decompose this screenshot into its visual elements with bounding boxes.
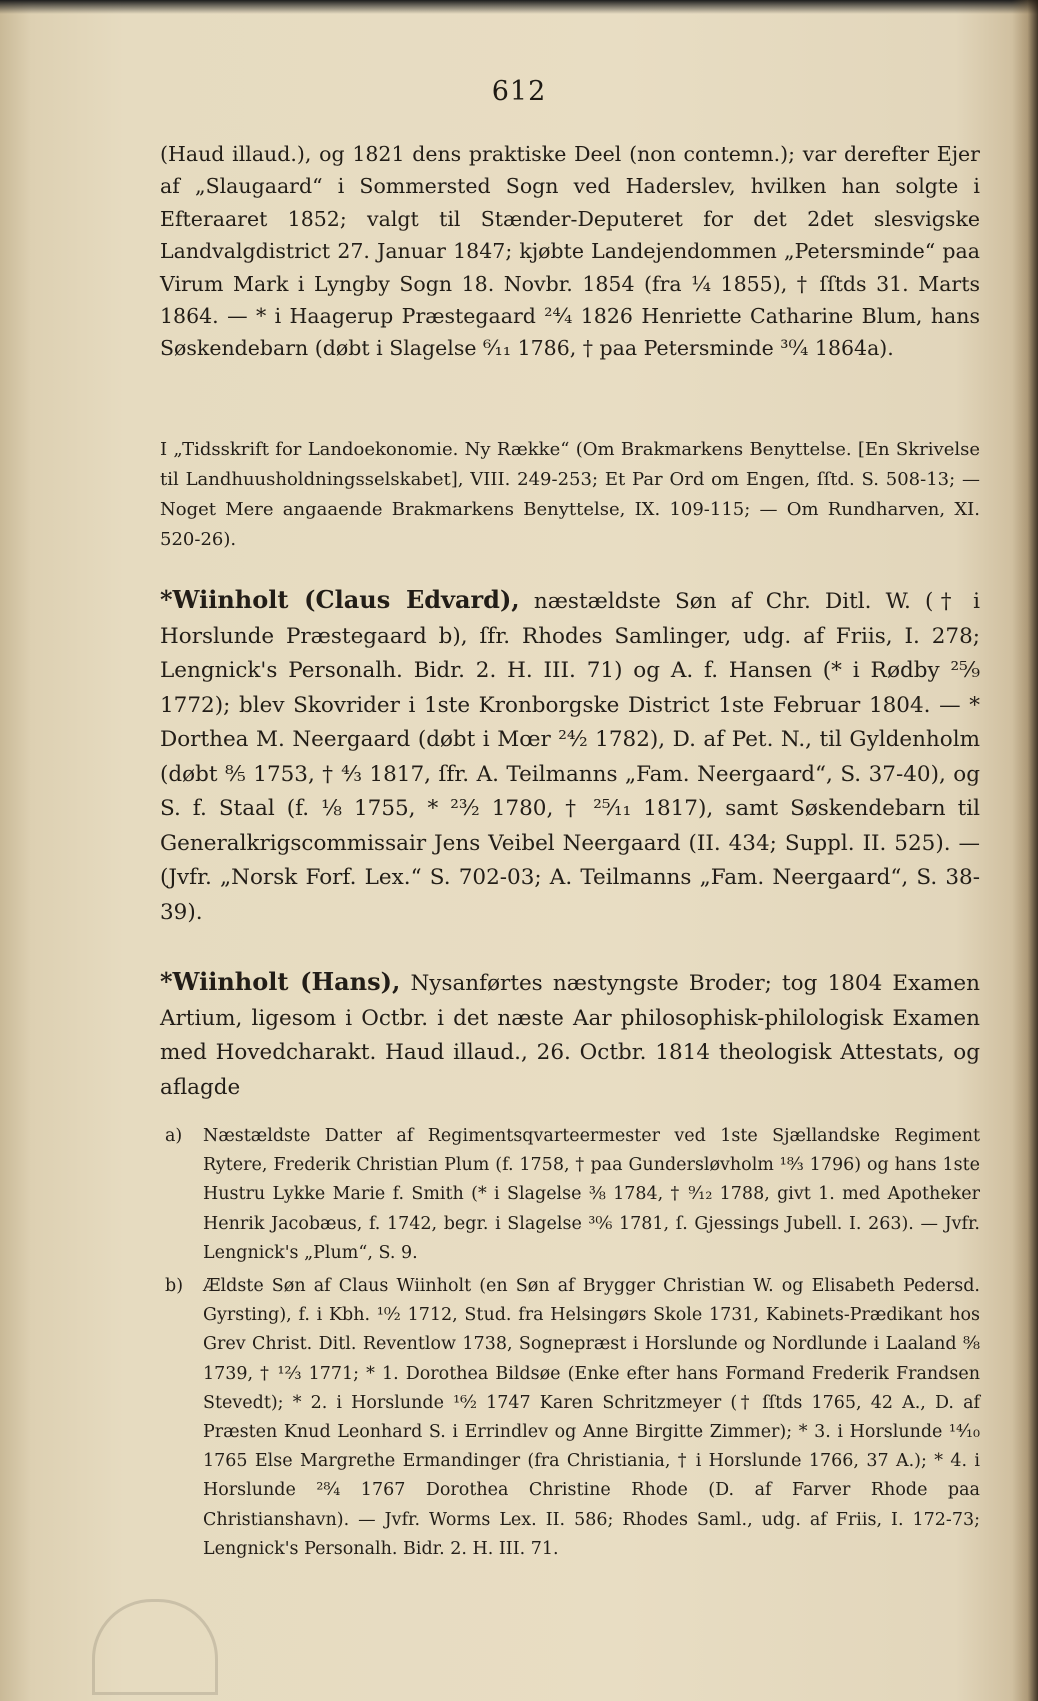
top-shadow	[0, 0, 1038, 14]
entry-headword: *Wiinholt (Hans),	[160, 967, 401, 996]
paragraph-1	[160, 138, 980, 365]
footnote-marker: b)	[165, 1276, 184, 1297]
paragraph-2-text: I „Tidsskrift for Landoekonomie. Ny Række“ (Om Brakmarkens Benyttelse. [En Skrivelse til Landhuusholdningsselskabet], VIII. 249-253; Et Par Ord om Engen, ſſtd. S. 508-13; — Noget Mere angaaende Brakmarkens Benyttelse, IX. 109-115; — Om Rundharven, XI. 520-26).	[160, 439, 980, 550]
footnotes	[165, 1122, 980, 1568]
entry-text: næstældste Søn af Chr. Ditl. W. († i Horslunde Præstegaard b), ſfr. Rhodes Samlinger, udg. af Friis, I. 278; Lengnick's Personalh. Bidr. 2. H. III. 71) og A. f. Hansen (* i Rødby ²⁵⁄₉ 1772); blev Skovrider i 1ste Kronborgske District 1ste Februar 1804. — * Dorthea M. Neergaard (døbt i Mœr ²⁴⁄₂ 1782), D. af Pet. N., til Gyldenholm (døbt ⁸⁄₅ 1753, † ⁴⁄₃ 1817, ſfr. A. Teilmanns „Fam. Neergaard“, S. 37-40), og S. f. Staal (f. ⅛ 1755, * ²³⁄₂ 1780, † ²⁵⁄₁₁ 1817), samt Søskendebarn til Generalkrigscommissair Jens Veibel Neergaard (II. 434; Suppl. II. 525). — (Jvfr. „Norsk Forf. Lex.“ S. 702-03; A. Teilmanns „Fam. Neergaard“, S. 38-39).	[160, 589, 980, 925]
entry-hans-paragraph	[160, 965, 980, 1105]
footnote-marker: a)	[165, 1126, 183, 1146]
paragraph-2	[160, 435, 980, 555]
entry-headword: *Wiinholt (Claus Edvard),	[160, 585, 520, 614]
entry-claus-edvard	[160, 583, 980, 930]
footnote-text: Ældste Søn af Claus Wiinholt (en Søn af Brygger Christian W. og Elisabeth Pedersd. Gyrsting), f. i Kbh. ¹⁰⁄₂ 1712, Stud. fra Helsingørs Skole 1731, Kabinets-Prædikant hos Grev Christ. Ditl. Reventlow 1738, Sognepræst i Horslunde og Nordlunde i Laaland ⁸⁄₈ 1739, † ¹²⁄₃ 1771; * 1. Dorothea Bildsøe (Enke efter hans Formand Frederik Frandsen Stevedt); * 2. i Horslunde ¹⁶⁄₂ 1747 Karen Schritzmeyer († ſſtds 1765, 42 A., D. af Præsten Knud Leonhard S. i Errindlev og Anne Birgitte Zimmer); * 3. i Horslunde ¹⁴⁄₁₀ 1765 Else Margrethe Ermandinger (fra Christiania, † i Horslunde 1766, 37 A.); * 4. i Horslunde ²⁸⁄₄ 1767 Dorothea Christine Rhode (D. af Farver Rhode paa Christianshavn). — Jvfr. Worms Lex. II. 586; Rhodes Saml., udg. af Friis, I. 172-73; Lengnick's Personalh. Bidr. 2. H. III. 71.	[203, 1276, 980, 1559]
page-number: 612	[491, 76, 547, 107]
footnote-b	[165, 1272, 980, 1564]
entry-claus-edvard-paragraph	[160, 583, 980, 930]
paragraph-1-text: (Haud illaud.), og 1821 dens praktiske Deel (non contemn.); var derefter Ejer af „Slaugaard“ i Sommersted Sogn ved Haderslev, hvilken han solgte i Efteraaret 1852; valgt til Stænder-Deputeret for det 2det slesvigske Landvalgdistrict 27. Januar 1847; kjøbte Landejendommen „Petersminde“ paa Virum Mark i Lyngby Sogn 18. Novbr. 1854 (fra ¼ 1855), † ſſtds 31. Marts 1864. — * i Haagerup Præstegaard ²⁴⁄₄ 1826 Henriette Catharine Blum, hans Søskendebarn (døbt i Slagelse ⁶⁄₁₁ 1786, † paa Petersminde ³⁰⁄₄ 1864a).	[160, 142, 980, 361]
binding-mark	[92, 1599, 218, 1695]
entry-text: Nysanførtes næstyngste Broder; tog 1804 Examen Artium, ligesom i Octbr. i det næste Aar philosophisk-philologisk Examen med Hovedcharakt. Haud illaud., 26. Octbr. 1814 theologisk Attestats, og aflagde	[160, 971, 980, 1100]
footnote-text: Næstældste Datter af Regimentsqvarteermester ved 1ste Sjællandske Regiment Rytere, Frederik Christian Plum (f. 1758, † paa Gundersløvholm ¹⁸⁄₃ 1796) og hans 1ste Hustru Lykke Marie f. Smith (* i Slagelse ⅜ 1784, † ⁹⁄₁₂ 1788, givt 1. med Apotheker Henrik Jacobæus, f. 1742, begr. i Slagelse ³⁰⁄₆ 1781, ſ. Gjessings Jubell. I. 263). — Jvfr. Lengnick's „Plum“, S. 9.	[203, 1126, 980, 1263]
book-spine-shadow	[1012, 0, 1038, 1701]
entry-hans	[160, 965, 980, 1105]
footnote-a	[165, 1122, 980, 1268]
